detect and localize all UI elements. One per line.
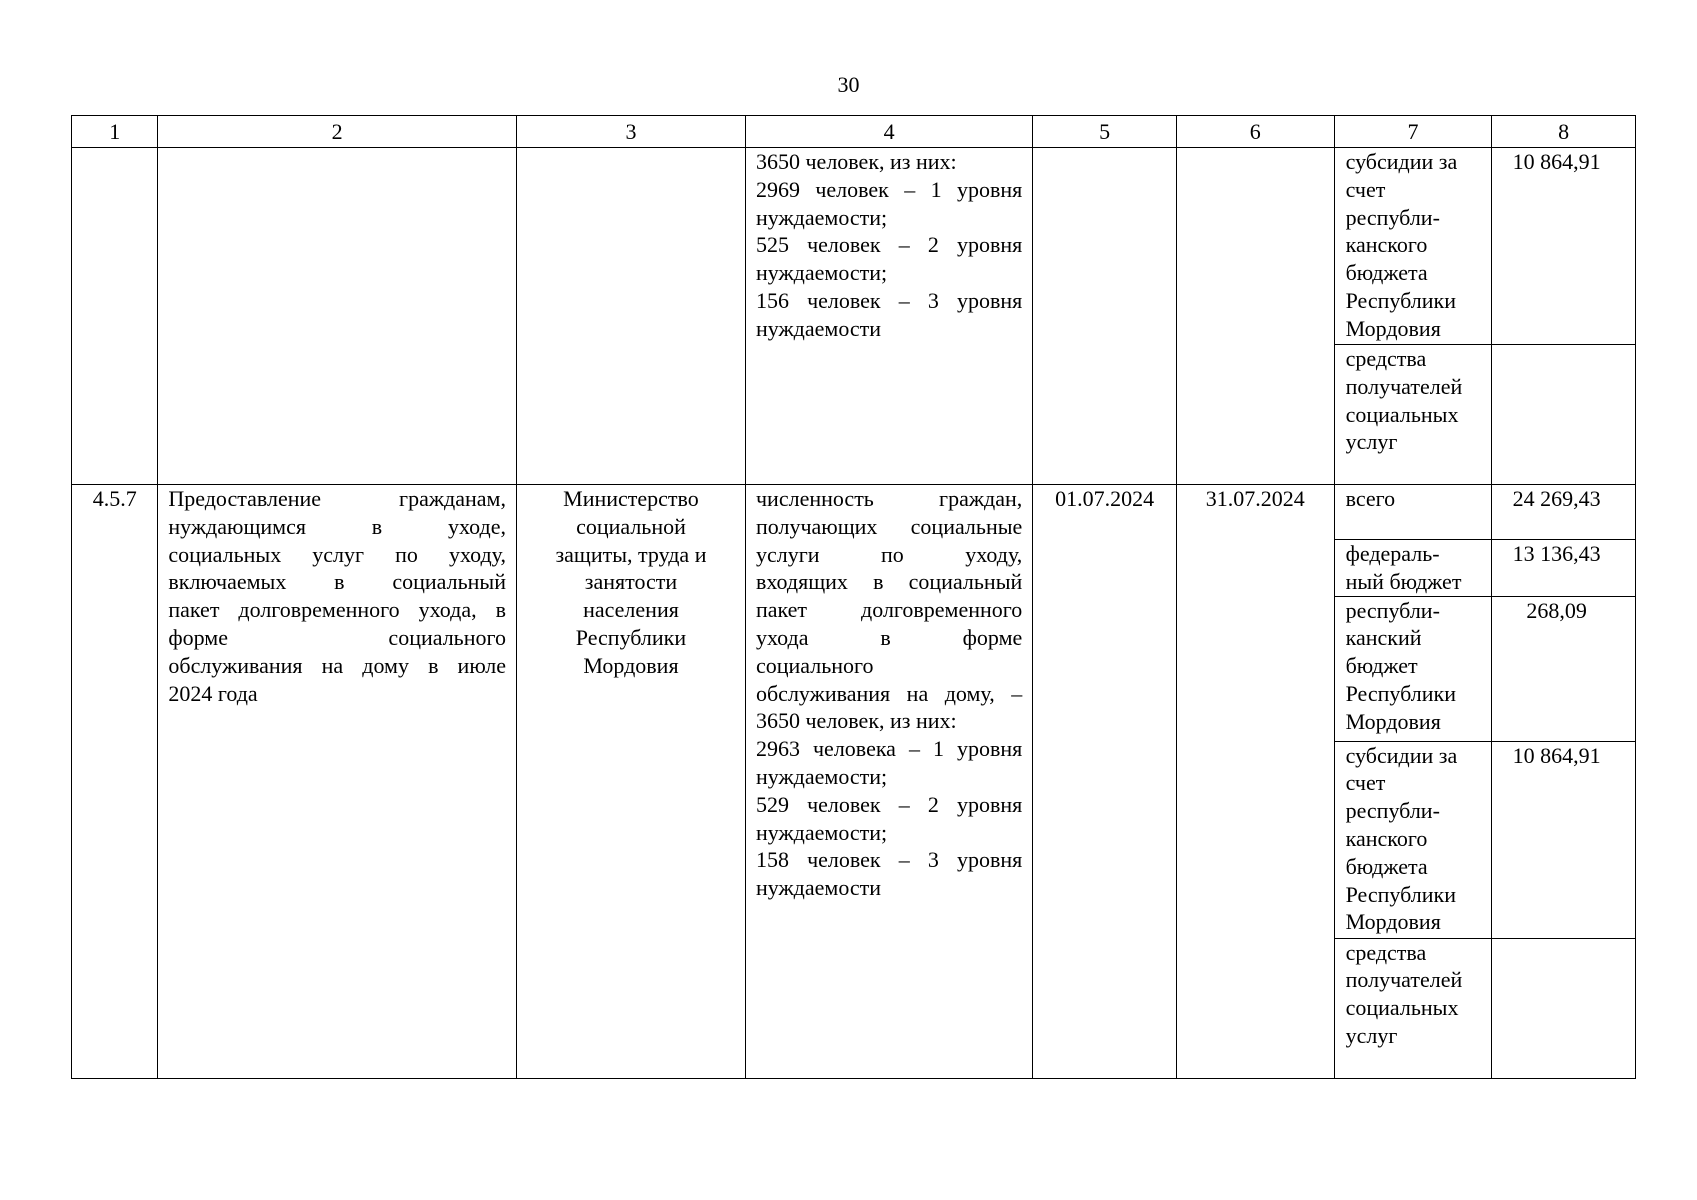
indicator-line: 158 человек – 3 уровня	[755, 847, 1023, 873]
funding-source-cell	[1334, 938, 1492, 1078]
funding-source-line: канского	[1345, 825, 1428, 851]
description-line: социальных услуг по уходу,	[168, 541, 506, 567]
indicator-cell	[745, 485, 1032, 1079]
indicator-line: 156 человек – 3 уровня	[755, 287, 1023, 313]
indicator-line: 3650 человек, из них:	[755, 708, 957, 734]
funding-source-line: республи-	[1345, 798, 1440, 824]
executor-line: социальной	[576, 513, 686, 539]
funding-source-cell	[1334, 148, 1492, 345]
funding-source-line: счет	[1345, 176, 1386, 202]
indicator-line: услуги по уходу,	[755, 541, 1023, 567]
program-table	[71, 115, 1636, 1079]
funding-source-line: бюджет	[1345, 653, 1418, 679]
funding-source-line: Республики	[1345, 680, 1456, 706]
description-line: нуждающимся в уходе,	[168, 513, 506, 539]
amount-cell: 13 136,43	[1492, 540, 1636, 597]
funding-source-line: субсидии за	[1345, 742, 1458, 768]
table-row-continuation	[72, 148, 1636, 345]
amount-cell: 268,09	[1492, 596, 1636, 741]
indicator-line: 2969 человек – 1 уровня	[755, 176, 1023, 202]
column-header: 2	[158, 116, 517, 148]
end-date-cell: 31.07.2024	[1176, 485, 1334, 1079]
amount-cell: 10 864,91	[1492, 148, 1636, 345]
funding-source-line: республи-	[1345, 204, 1440, 230]
description-line: обслуживания на дому в июле	[168, 652, 506, 678]
column-header: 6	[1176, 116, 1334, 148]
column-header: 4	[745, 116, 1032, 148]
funding-source-line: получателей	[1345, 967, 1463, 993]
column-header: 7	[1334, 116, 1492, 148]
funding-source-line: субсидии за	[1345, 149, 1458, 174]
indicator-line: нуждаемости	[755, 315, 882, 341]
funding-source-line: канского	[1345, 232, 1428, 258]
funding-source-line: Мордовия	[1345, 708, 1441, 734]
page-number: 30	[837, 72, 860, 97]
indicator-line: 529 человек – 2 уровня	[755, 791, 1023, 817]
description-line: пакет долговременного ухода, в	[168, 597, 506, 623]
column-header: 3	[516, 116, 745, 148]
funding-source-line: ный бюджет	[1345, 568, 1462, 594]
executor-line: населения	[583, 597, 679, 623]
funding-source-line: бюджета	[1345, 853, 1428, 879]
indicator-line: нуждаемости	[755, 875, 882, 901]
funding-source-line: средства	[1345, 346, 1427, 371]
indicator-cell	[745, 148, 1032, 485]
executor-line: защиты, труда и	[555, 541, 707, 567]
funding-source-line: социальных	[1345, 995, 1459, 1021]
indicator-line: пакет долговременного	[755, 597, 1023, 623]
description-cell	[158, 485, 517, 1079]
amount-cell: 24 269,43	[1492, 485, 1636, 540]
indicator-line: 2963 человека – 1 уровня	[755, 736, 1023, 762]
indicator-line: получающих социальные	[755, 513, 1023, 539]
indicator-line: численность граждан,	[755, 486, 1023, 511]
funding-source-line: республи-	[1345, 597, 1440, 623]
funding-source-line: Республики	[1345, 287, 1456, 313]
funding-source-line: Республики	[1345, 881, 1456, 907]
table-row-4-5-7	[72, 485, 1636, 540]
header-row	[72, 116, 1636, 148]
start-date-cell	[1033, 148, 1177, 485]
funding-source-line: Мордовия	[1345, 315, 1441, 341]
funding-source-line: канский	[1345, 625, 1422, 651]
executor-line: занятости	[584, 569, 678, 595]
column-header: 1	[72, 116, 158, 148]
funding-source-cell	[1334, 596, 1492, 741]
funding-source-cell	[1334, 485, 1492, 540]
funding-source-line: услуг	[1345, 429, 1398, 455]
amount-cell	[1492, 938, 1636, 1078]
indicator-line: 525 человек – 2 уровня	[755, 232, 1023, 258]
funding-source-line: социальных	[1345, 401, 1459, 427]
start-date-cell: 01.07.2024	[1033, 485, 1177, 1079]
description-line: Предоставление гражданам,	[168, 486, 506, 511]
funding-source-cell	[1334, 741, 1492, 938]
row-number-cell: 4.5.7	[72, 485, 158, 1079]
funding-source-cell	[1334, 540, 1492, 597]
funding-source-line: счет	[1345, 770, 1386, 796]
funding-source-line: средства	[1345, 939, 1427, 965]
column-header: 8	[1492, 116, 1636, 148]
description-line: включаемых в социальный	[168, 569, 506, 595]
funding-source-cell	[1334, 345, 1492, 485]
description-line: форме социального	[168, 624, 506, 650]
description-line: 2024 года	[168, 680, 258, 706]
executor-line: Мордовия	[583, 652, 679, 678]
funding-source-line: получателей	[1345, 373, 1463, 399]
description-cell	[158, 148, 517, 485]
column-header: 5	[1033, 116, 1177, 148]
amount-cell	[1492, 345, 1636, 485]
indicator-line: социального	[755, 652, 874, 678]
indicator-line: 3650 человек, из них:	[755, 149, 957, 174]
executor-line: Республики	[575, 624, 687, 650]
funding-source-line: Мордовия	[1345, 909, 1441, 935]
executor-cell	[516, 148, 745, 485]
indicator-line: обслуживания на дому, –	[755, 680, 1023, 706]
funding-source-line: услуг	[1345, 1022, 1398, 1048]
funding-source-line: всего	[1345, 486, 1396, 511]
funding-source-line: бюджета	[1345, 260, 1428, 286]
indicator-line: нуждаемости;	[755, 260, 888, 286]
funding-source-line: федераль-	[1345, 541, 1440, 566]
amount-cell: 10 864,91	[1492, 741, 1636, 938]
indicator-line: нуждаемости;	[755, 763, 888, 789]
executor-line: Министерство	[563, 486, 699, 511]
indicator-line: нуждаемости;	[755, 819, 888, 845]
indicator-line: нуждаемости;	[755, 204, 888, 230]
indicator-line: входящих в социальный	[755, 569, 1023, 595]
end-date-cell	[1176, 148, 1334, 485]
executor-cell	[516, 485, 745, 1079]
row-number-cell	[72, 148, 158, 485]
indicator-line: ухода в форме	[755, 624, 1023, 650]
